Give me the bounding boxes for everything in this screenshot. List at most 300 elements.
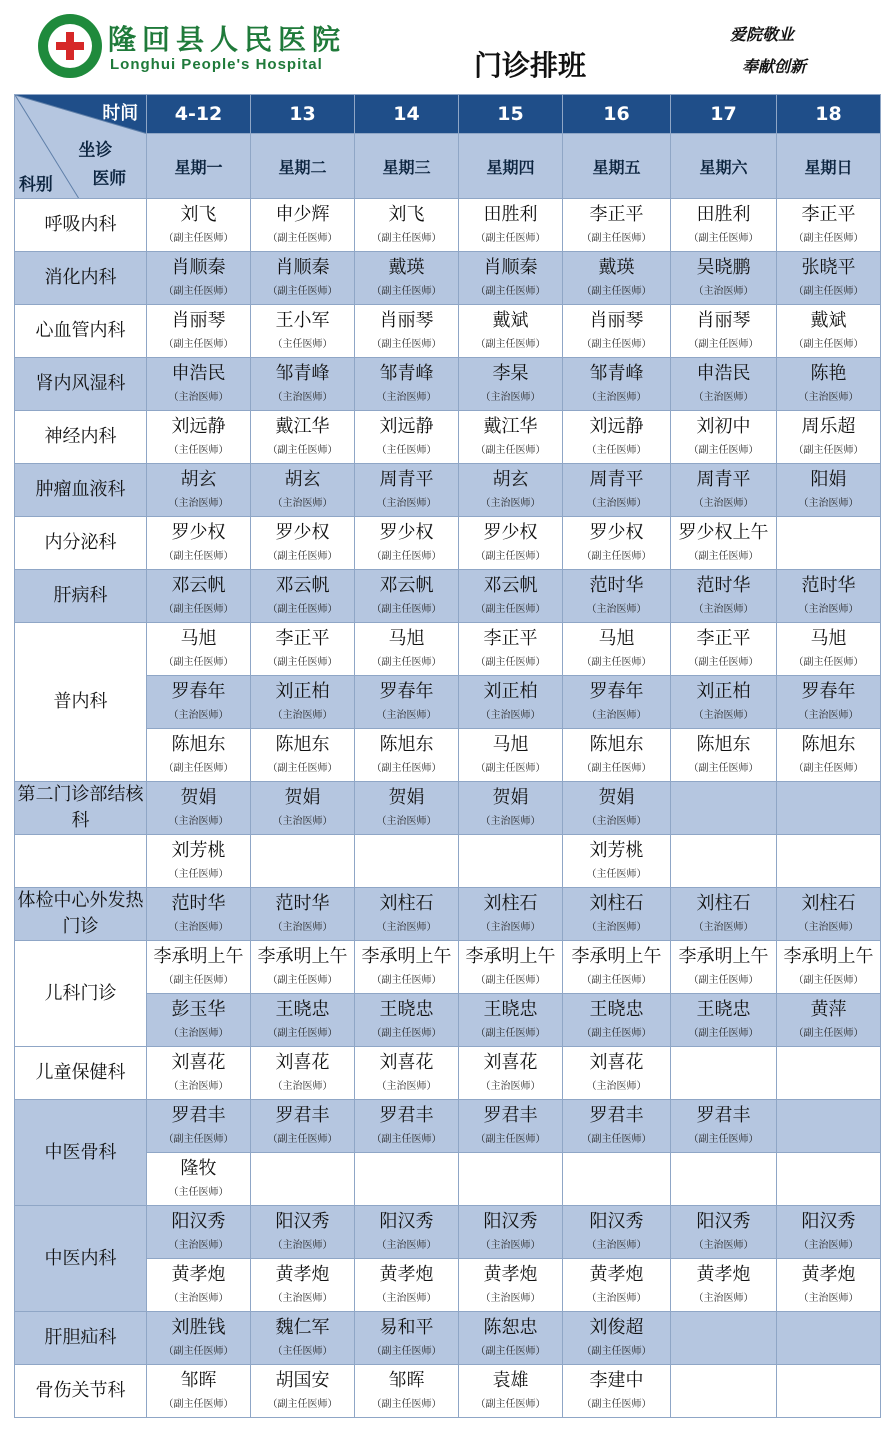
schedule-cell — [147, 1259, 251, 1312]
schedule-cell — [251, 1047, 355, 1100]
doctor-title: （副主任医师） — [163, 975, 234, 986]
doctor-title: （副主任医师） — [688, 1134, 759, 1145]
table-row — [15, 888, 881, 941]
schedule-cell — [251, 464, 355, 517]
doctor-name: 李正平 — [275, 628, 330, 649]
table-row — [15, 305, 881, 358]
doctor-title: （主治医师） — [272, 816, 333, 827]
department-name: 体检中心外发热门诊 — [15, 888, 147, 941]
table-row — [15, 1206, 881, 1259]
schedule-cell — [355, 199, 459, 252]
schedule-cell — [355, 1100, 459, 1153]
schedule-cell — [563, 252, 671, 305]
doctor-title: （副主任医师） — [793, 286, 864, 297]
doctor-title: （副主任医师） — [581, 1028, 652, 1039]
table-row — [15, 941, 881, 994]
department-name — [15, 835, 147, 888]
doctor-title: （副主任医师） — [793, 975, 864, 986]
doctor-title: （主治医师） — [168, 392, 229, 403]
schedule-cell — [251, 1365, 355, 1418]
doctor-name: 邓云帆 — [275, 575, 330, 596]
doctor-name: 肖顺秦 — [483, 257, 538, 278]
doctor-name: 刘芳桃 — [589, 840, 644, 861]
doctor-name: 肖丽琴 — [589, 310, 644, 331]
schedule-cell — [355, 782, 459, 835]
schedule-cell — [563, 994, 671, 1047]
table-row — [15, 1365, 881, 1418]
schedule-cell — [459, 517, 563, 570]
corner-doctor-label: 医师 — [92, 168, 127, 189]
doctor-title: （主治医师） — [693, 710, 754, 721]
schedule-cell — [777, 1100, 881, 1153]
doctor-name: 刘初中 — [696, 416, 751, 437]
doctor-title: （主治医师） — [168, 498, 229, 509]
schedule-cell — [251, 676, 355, 729]
schedule-cell — [147, 411, 251, 464]
schedule-cell — [355, 623, 459, 676]
schedule-cell — [147, 464, 251, 517]
doctor-title: （副主任医师） — [688, 975, 759, 986]
page-title: 门诊排班 — [474, 49, 587, 82]
schedule-cell — [777, 517, 881, 570]
doctor-title: （主治医师） — [586, 1240, 647, 1251]
doctor-title: （副主任医师） — [581, 975, 652, 986]
doctor-title: （副主任医师） — [475, 1028, 546, 1039]
doctor-title: （副主任医师） — [793, 339, 864, 350]
doctor-title: （主治医师） — [693, 1293, 754, 1304]
doctor-name: 罗春年 — [379, 681, 434, 702]
schedule-cell — [777, 1312, 881, 1365]
schedule-cell — [147, 1365, 251, 1418]
schedule-cell — [251, 1153, 355, 1206]
doctor-name: 李承明上午 — [361, 946, 452, 967]
doctor-name: 刘正柏 — [696, 681, 751, 702]
doctor-title: （副主任医师） — [163, 233, 234, 244]
schedule-cell — [459, 1206, 563, 1259]
doctor-title: （主任医师） — [168, 869, 229, 880]
department-name: 中医骨科 — [15, 1100, 147, 1206]
doctor-title: （副主任医师） — [371, 763, 442, 774]
doctor-title: （副主任医师） — [688, 551, 759, 562]
schedule-cell — [459, 623, 563, 676]
schedule-cell — [355, 252, 459, 305]
doctor-title: （副主任医师） — [688, 445, 759, 456]
schedule-cell — [251, 888, 355, 941]
doctor-name: 肖顺秦 — [171, 257, 226, 278]
schedule-cell — [777, 1153, 881, 1206]
doctor-name: 阳汉秀 — [275, 1211, 330, 1232]
schedule-cell — [459, 199, 563, 252]
doctor-name: 戴瑛 — [598, 257, 635, 278]
doctor-name: 刘喜花 — [589, 1052, 644, 1073]
doctor-title: （副主任医师） — [475, 551, 546, 562]
doctor-name: 戴江华 — [483, 416, 538, 437]
doctor-name: 易和平 — [379, 1317, 434, 1338]
doctor-title: （主治医师） — [376, 1240, 437, 1251]
doctor-name: 马旭 — [810, 628, 847, 649]
doctor-title: （主治医师） — [693, 1240, 754, 1251]
schedule-cell — [563, 1312, 671, 1365]
schedule-cell — [777, 729, 881, 782]
schedule-cell — [147, 570, 251, 623]
table-row — [15, 835, 881, 888]
doctor-title: （副主任医师） — [371, 233, 442, 244]
schedule-cell — [251, 305, 355, 358]
table-row — [15, 1047, 881, 1100]
schedule-cell — [459, 994, 563, 1047]
schedule-cell — [777, 888, 881, 941]
doctor-name: 李承明上午 — [257, 946, 348, 967]
doctor-title: （副主任医师） — [581, 1134, 652, 1145]
doctor-name: 陈旭东 — [696, 734, 751, 755]
date-header: 13 — [251, 95, 355, 134]
doctor-name: 胡国安 — [275, 1370, 330, 1391]
schedule-cell — [147, 676, 251, 729]
doctor-name: 王晓忠 — [483, 999, 538, 1020]
doctor-title: （主治医师） — [168, 710, 229, 721]
schedule-cell — [671, 252, 777, 305]
doctor-name: 刘芳桃 — [171, 840, 226, 861]
doctor-title: （主治医师） — [798, 604, 859, 615]
corner-diagonals — [15, 95, 146, 198]
doctor-name: 戴斌 — [810, 310, 847, 331]
weekday-header: 星期四 — [459, 134, 563, 199]
doctor-title: （副主任医师） — [581, 551, 652, 562]
schedule-cell — [147, 1047, 251, 1100]
schedule-cell — [251, 517, 355, 570]
doctor-title: （主治医师） — [272, 1081, 333, 1092]
doctor-name: 肖丽琴 — [696, 310, 751, 331]
schedule-cell — [563, 358, 671, 411]
doctor-title: （主任医师） — [272, 339, 333, 350]
schedule-cell — [671, 1206, 777, 1259]
doctor-name: 袁雄 — [492, 1370, 529, 1391]
doctor-name: 罗少权 — [275, 522, 330, 543]
doctor-title: （副主任医师） — [267, 975, 338, 986]
schedule-cell — [777, 782, 881, 835]
doctor-name: 刘柱石 — [801, 893, 856, 914]
department-name: 心血管内科 — [15, 305, 147, 358]
doctor-title: （副主任医师） — [267, 604, 338, 615]
doctor-name: 申浩民 — [696, 363, 751, 384]
doctor-name: 周青平 — [379, 469, 434, 490]
schedule-cell — [459, 782, 563, 835]
doctor-title: （副主任医师） — [475, 604, 546, 615]
schedule-cell — [355, 1206, 459, 1259]
doctor-title: （副主任医师） — [371, 1134, 442, 1145]
doctor-name: 阳汉秀 — [171, 1211, 226, 1232]
doctor-title: （主治医师） — [376, 498, 437, 509]
doctor-title: （主任医师） — [272, 1346, 333, 1357]
doctor-name: 王晓忠 — [696, 999, 751, 1020]
doctor-title: （主治医师） — [586, 1081, 647, 1092]
doctor-title: （主治医师） — [798, 922, 859, 933]
weekday-header: 星期一 — [147, 134, 251, 199]
doctor-name: 肖顺秦 — [275, 257, 330, 278]
table-row — [15, 358, 881, 411]
doctor-name: 刘柱石 — [483, 893, 538, 914]
schedule-cell — [777, 676, 881, 729]
doctor-title: （主治医师） — [272, 922, 333, 933]
doctor-name: 黄萍 — [810, 999, 847, 1020]
schedule-cell — [251, 994, 355, 1047]
doctor-name: 田胜利 — [696, 204, 751, 225]
doctor-title: （主任医师） — [168, 445, 229, 456]
doctor-name: 李正平 — [801, 204, 856, 225]
doctor-name: 贺娟 — [492, 787, 529, 808]
schedule-cell — [459, 570, 563, 623]
date-header: 4-12 — [147, 95, 251, 134]
doctor-title: （副主任医师） — [267, 763, 338, 774]
schedule-cell — [671, 994, 777, 1047]
date-header: 14 — [355, 95, 459, 134]
doctor-name: 贺娟 — [388, 787, 425, 808]
doctor-name: 阳汉秀 — [589, 1211, 644, 1232]
schedule-cell — [777, 835, 881, 888]
schedule-cell — [355, 1312, 459, 1365]
doctor-name: 罗少权 — [589, 522, 644, 543]
doctor-title: （主治医师） — [376, 922, 437, 933]
department-name: 中医内科 — [15, 1206, 147, 1312]
doctor-title: （副主任医师） — [371, 1346, 442, 1357]
schedule-cell — [459, 835, 563, 888]
department-name: 呼吸内科 — [15, 199, 147, 252]
schedule-cell — [459, 305, 563, 358]
corner-header — [15, 95, 147, 199]
doctor-name: 李承明上午 — [783, 946, 874, 967]
doctor-name: 黄孝炮 — [483, 1264, 538, 1285]
doctor-name: 胡玄 — [492, 469, 529, 490]
doctor-title: （主任医师） — [586, 445, 647, 456]
schedule-cell — [251, 729, 355, 782]
doctor-title: （副主任医师） — [371, 657, 442, 668]
doctor-title: （副主任医师） — [163, 1346, 234, 1357]
schedule-cell — [671, 623, 777, 676]
schedule-cell — [563, 1100, 671, 1153]
doctor-title: （主治医师） — [586, 922, 647, 933]
schedule-body — [15, 199, 881, 1418]
schedule-cell — [459, 252, 563, 305]
doctor-name: 李正平 — [589, 204, 644, 225]
doctor-name: 王晓忠 — [275, 999, 330, 1020]
doctor-title: （副主任医师） — [163, 657, 234, 668]
doctor-name: 陈旭东 — [801, 734, 856, 755]
doctor-name: 彭玉华 — [171, 999, 226, 1020]
doctor-name: 马旭 — [492, 734, 529, 755]
doctor-name: 王晓忠 — [379, 999, 434, 1020]
schedule-cell — [671, 835, 777, 888]
schedule-cell — [147, 199, 251, 252]
corner-time-label: 时间 — [102, 103, 139, 125]
doctor-name: 邓云帆 — [483, 575, 538, 596]
schedule-cell — [563, 411, 671, 464]
doctor-title: （副主任医师） — [475, 975, 546, 986]
schedule-cell — [671, 570, 777, 623]
table-row — [15, 411, 881, 464]
doctor-title: （主治医师） — [168, 1293, 229, 1304]
doctor-title: （主任医师） — [376, 445, 437, 456]
doctor-name: 隆牧 — [180, 1158, 217, 1179]
doctor-title: （主治医师） — [798, 1240, 859, 1251]
doctor-name: 陈恕忠 — [483, 1317, 538, 1338]
red-cross-icon — [48, 24, 92, 68]
doctor-name: 陈旭东 — [171, 734, 226, 755]
schedule-cell — [777, 1206, 881, 1259]
doctor-title: （副主任医师） — [267, 1134, 338, 1145]
doctor-title: （主治医师） — [586, 604, 647, 615]
schedule-cell — [459, 358, 563, 411]
doctor-name: 陈旭东 — [589, 734, 644, 755]
doctor-title: （主治医师） — [693, 392, 754, 403]
doctor-name: 李杲 — [492, 363, 529, 384]
doctor-name: 罗少权 — [171, 522, 226, 543]
doctor-title: （主治医师） — [798, 1293, 859, 1304]
doctor-title: （主治医师） — [693, 604, 754, 615]
schedule-cell — [251, 570, 355, 623]
doctor-name: 罗君丰 — [696, 1105, 751, 1126]
schedule-cell — [251, 782, 355, 835]
hospital-name-cn: 隆回县人民医院 — [108, 23, 347, 56]
schedule-cell — [563, 835, 671, 888]
schedule-cell — [563, 464, 671, 517]
schedule-cell — [777, 199, 881, 252]
doctor-title: （主治医师） — [168, 1028, 229, 1039]
doctor-name: 周青平 — [696, 469, 751, 490]
schedule-cell — [147, 1312, 251, 1365]
doctor-name: 李正平 — [483, 628, 538, 649]
schedule-cell — [777, 623, 881, 676]
schedule-cell — [355, 1153, 459, 1206]
doctor-title: （副主任医师） — [475, 1346, 546, 1357]
doctor-name: 戴江华 — [275, 416, 330, 437]
doctor-title: （主治医师） — [586, 1293, 647, 1304]
schedule-cell — [563, 517, 671, 570]
schedule-cell — [355, 835, 459, 888]
doctor-title: （主任医师） — [586, 869, 647, 880]
schedule-cell — [459, 1153, 563, 1206]
schedule-cell — [355, 305, 459, 358]
doctor-name: 李承明上午 — [571, 946, 662, 967]
schedule-cell — [777, 1259, 881, 1312]
schedule-cell — [459, 1312, 563, 1365]
schedule-cell — [251, 411, 355, 464]
doctor-title: （副主任医师） — [793, 233, 864, 244]
schedule-cell — [355, 464, 459, 517]
doctor-title: （副主任医师） — [793, 657, 864, 668]
schedule-cell — [251, 1206, 355, 1259]
doctor-title: （副主任医师） — [163, 551, 234, 562]
schedule-cell — [671, 1365, 777, 1418]
schedule-cell — [355, 676, 459, 729]
doctor-name: 阳汉秀 — [696, 1211, 751, 1232]
schedule-cell — [459, 676, 563, 729]
doctor-title: （副主任医师） — [688, 1028, 759, 1039]
schedule-cell — [671, 517, 777, 570]
doctor-title: （副主任医师） — [688, 339, 759, 350]
doctor-title: （主治医师） — [693, 286, 754, 297]
doctor-title: （副主任医师） — [163, 604, 234, 615]
schedule-cell — [563, 941, 671, 994]
doctor-title: （主治医师） — [480, 710, 541, 721]
doctor-title: （主治医师） — [480, 392, 541, 403]
doctor-name: 罗少权 — [483, 522, 538, 543]
schedule-cell — [147, 623, 251, 676]
schedule-cell — [147, 252, 251, 305]
doctor-name: 申少辉 — [275, 204, 330, 225]
table-row — [15, 1312, 881, 1365]
schedule-cell — [777, 252, 881, 305]
department-name: 肝胆疝科 — [15, 1312, 147, 1365]
doctor-title: （副主任医师） — [688, 763, 759, 774]
schedule-cell — [251, 1259, 355, 1312]
doctor-name: 李建中 — [589, 1370, 644, 1391]
schedule-cell — [671, 1312, 777, 1365]
doctor-name: 刘喜花 — [483, 1052, 538, 1073]
schedule-cell — [671, 941, 777, 994]
doctor-title: （主治医师） — [480, 816, 541, 827]
schedule-cell — [671, 199, 777, 252]
schedule-table — [14, 94, 881, 1418]
doctor-name: 胡玄 — [284, 469, 321, 490]
schedule-cell — [777, 305, 881, 358]
doctor-title: （主治医师） — [376, 816, 437, 827]
schedule-cell — [355, 1047, 459, 1100]
doctor-title: （副主任医师） — [267, 233, 338, 244]
schedule-cell — [671, 411, 777, 464]
doctor-title: （副主任医师） — [163, 1399, 234, 1410]
schedule-cell — [355, 517, 459, 570]
doctor-title: （副主任医师） — [581, 763, 652, 774]
schedule-cell — [147, 941, 251, 994]
doctor-title: （副主任医师） — [793, 445, 864, 456]
doctor-title: （副主任医师） — [267, 1028, 338, 1039]
schedule-cell — [563, 1365, 671, 1418]
schedule-cell — [671, 729, 777, 782]
department-name: 肾内风湿科 — [15, 358, 147, 411]
doctor-name: 罗少权上午 — [678, 522, 769, 543]
schedule-cell — [777, 570, 881, 623]
department-name: 肿瘤血液科 — [15, 464, 147, 517]
doctor-name: 阳娟 — [810, 469, 847, 490]
schedule-cell — [355, 411, 459, 464]
doctor-name: 范时华 — [275, 893, 330, 914]
table-row — [15, 517, 881, 570]
schedule-cell — [251, 623, 355, 676]
schedule-cell — [671, 782, 777, 835]
table-row — [15, 199, 881, 252]
schedule-cell — [147, 782, 251, 835]
doctor-name: 肖丽琴 — [379, 310, 434, 331]
date-header: 15 — [459, 95, 563, 134]
doctor-title: （主治医师） — [480, 1081, 541, 1092]
doctor-name: 罗春年 — [801, 681, 856, 702]
doctor-name: 李承明上午 — [465, 946, 556, 967]
schedule-cell — [459, 1365, 563, 1418]
doctor-title: （副主任医师） — [371, 551, 442, 562]
doctor-name: 刘柱石 — [589, 893, 644, 914]
doctor-name: 罗君丰 — [275, 1105, 330, 1126]
schedule-cell — [147, 1206, 251, 1259]
weekday-header: 星期六 — [671, 134, 777, 199]
doctor-title: （主治医师） — [272, 498, 333, 509]
doctor-name: 邹青峰 — [589, 363, 644, 384]
doctor-name: 邹晖 — [180, 1370, 217, 1391]
doctor-name: 阳汉秀 — [379, 1211, 434, 1232]
doctor-name: 李正平 — [696, 628, 751, 649]
doctor-name: 刘喜花 — [275, 1052, 330, 1073]
doctor-title: （主治医师） — [480, 1293, 541, 1304]
doctor-title: （主治医师） — [272, 392, 333, 403]
